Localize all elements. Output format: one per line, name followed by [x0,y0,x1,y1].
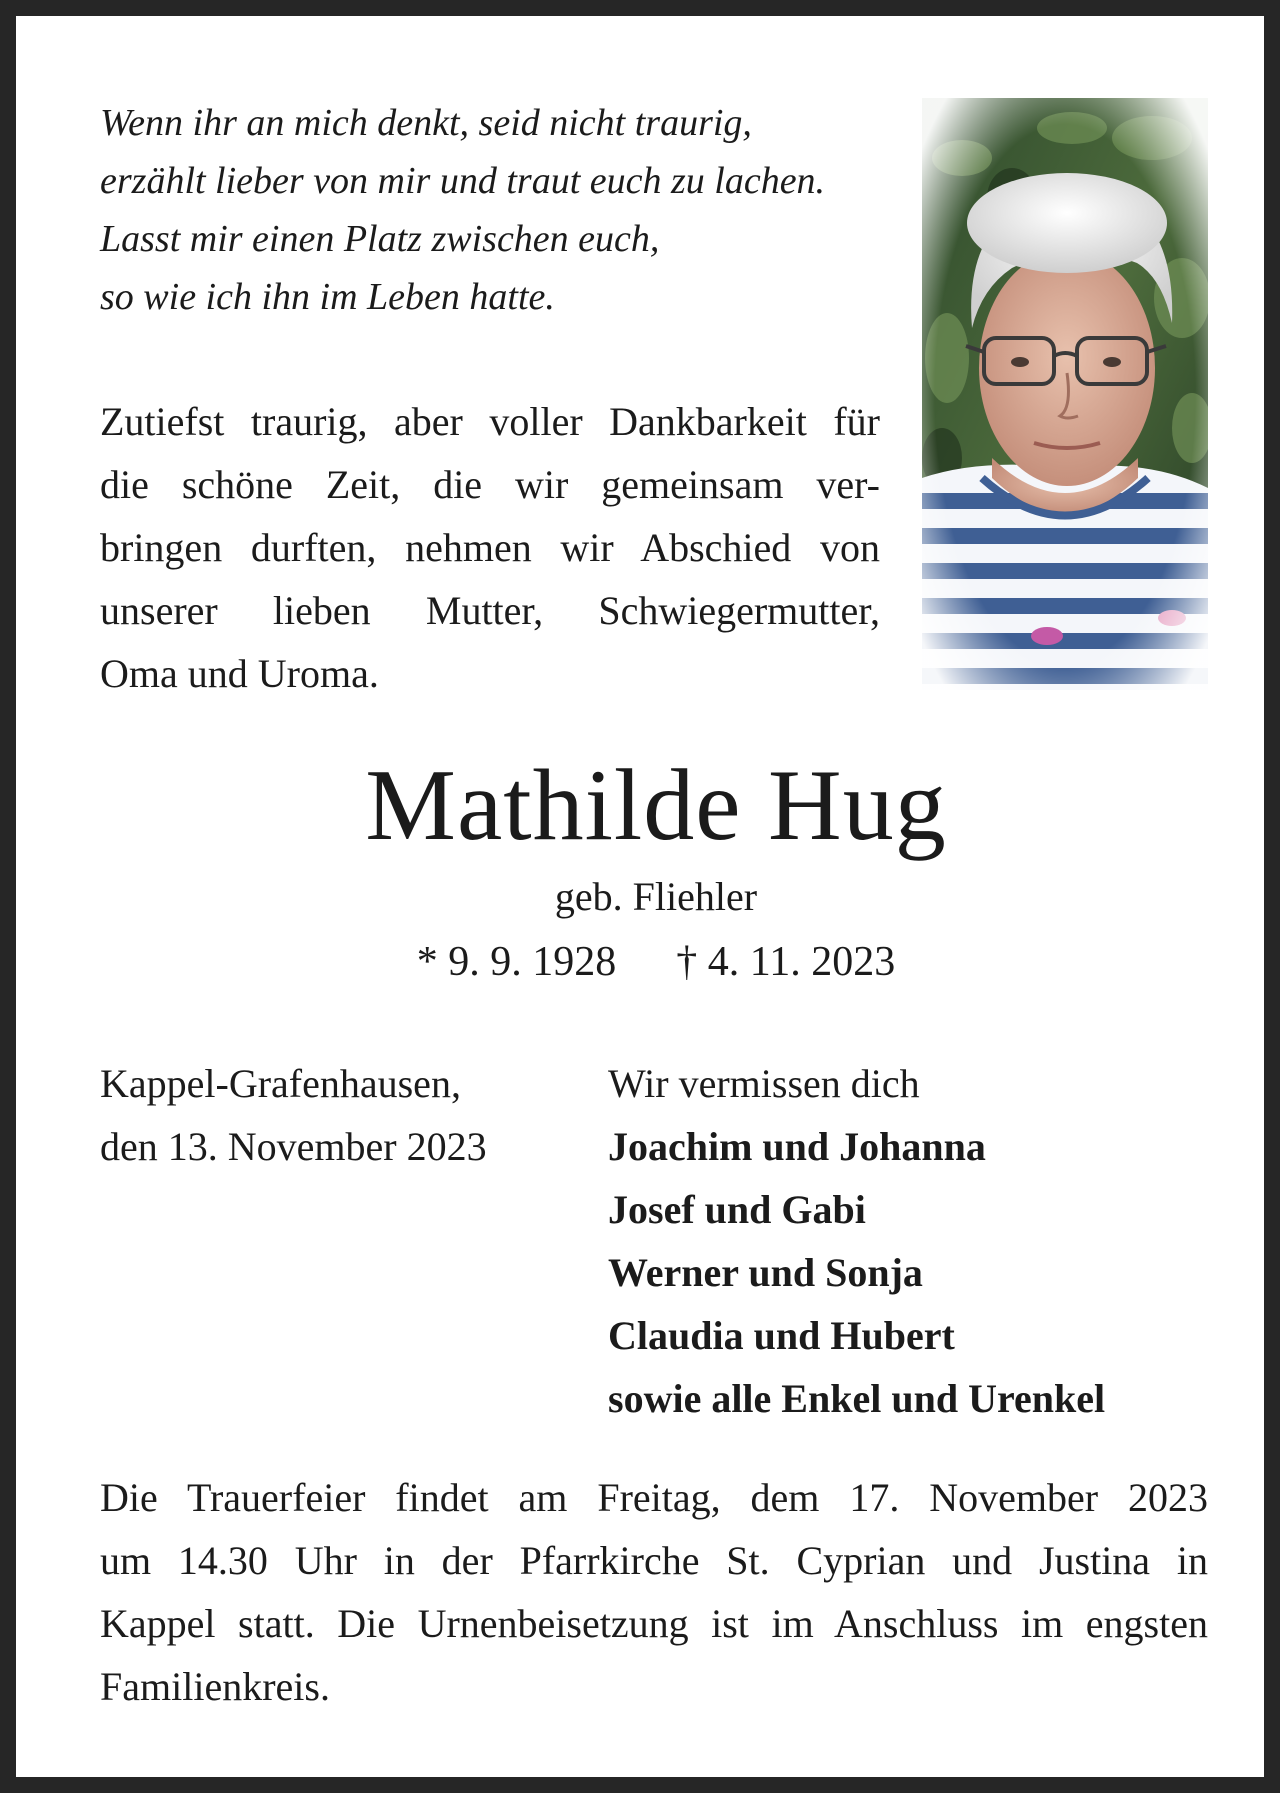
ceremony-line: Kappel statt. Die Urnenbeisetzung ist im Anschluss im engsten [100,1601,1208,1646]
place-and-date [100,1052,580,1178]
poem [100,94,900,326]
death-date: † 4. 11. 2023 [676,939,896,985]
ceremony-line: um 14.30 Uhr in der Pfarrkirche St. Cyprian und Justina in [100,1538,1208,1583]
ceremony-line: Familienkreis. [100,1664,330,1709]
intro-line: unserer lieben Mutter, Schwiegermutter, [100,588,880,633]
intro-line: Zutiefst traurig, aber voller Dankbarkeit für [100,399,880,444]
intro-line: Oma und Uroma. [100,651,379,696]
poem-line: so wie ich ihn im Leben hatte. [100,276,555,318]
mourners-list [608,1052,1228,1430]
date-line: den 13. November 2023 [100,1124,487,1169]
intro-line: die schöne Zeit, die wir gemeinsam ver- [100,462,880,507]
mourner-entry: Claudia und Hubert [608,1313,955,1358]
deceased-name: Mathilde Hug [365,749,947,862]
birth-date: * 9. 9. 1928 [416,939,617,985]
poem-line: Lasst mir einen Platz zwischen euch, [100,218,660,260]
mourner-entry: Joachim und Johanna [608,1124,986,1169]
mourner-entry: Josef und Gabi [608,1187,866,1232]
intro-text [100,390,880,705]
mourner-entry: Werner und Sonja [608,1250,923,1295]
ceremony-info [100,1466,1208,1718]
life-dates [16,934,1280,990]
portrait-photo [922,98,1208,690]
maiden-name: geb. Fliehler [554,874,758,919]
poem-line: Wenn ihr an mich denkt, seid nicht traurig, [100,102,752,144]
intro-line: bringen durften, nehmen wir Abschied von [100,525,880,570]
place-line: Kappel-Grafenhausen, [100,1061,461,1106]
mourners-intro: Wir vermissen dich [608,1061,920,1106]
mourner-entry: sowie alle Enkel und Urenkel [608,1376,1106,1421]
poem-line: erzählt lieber von mir und traut euch zu lachen. [100,160,826,202]
ceremony-line: Die Trauerfeier findet am Freitag, dem 17. November 2023 [100,1475,1208,1520]
